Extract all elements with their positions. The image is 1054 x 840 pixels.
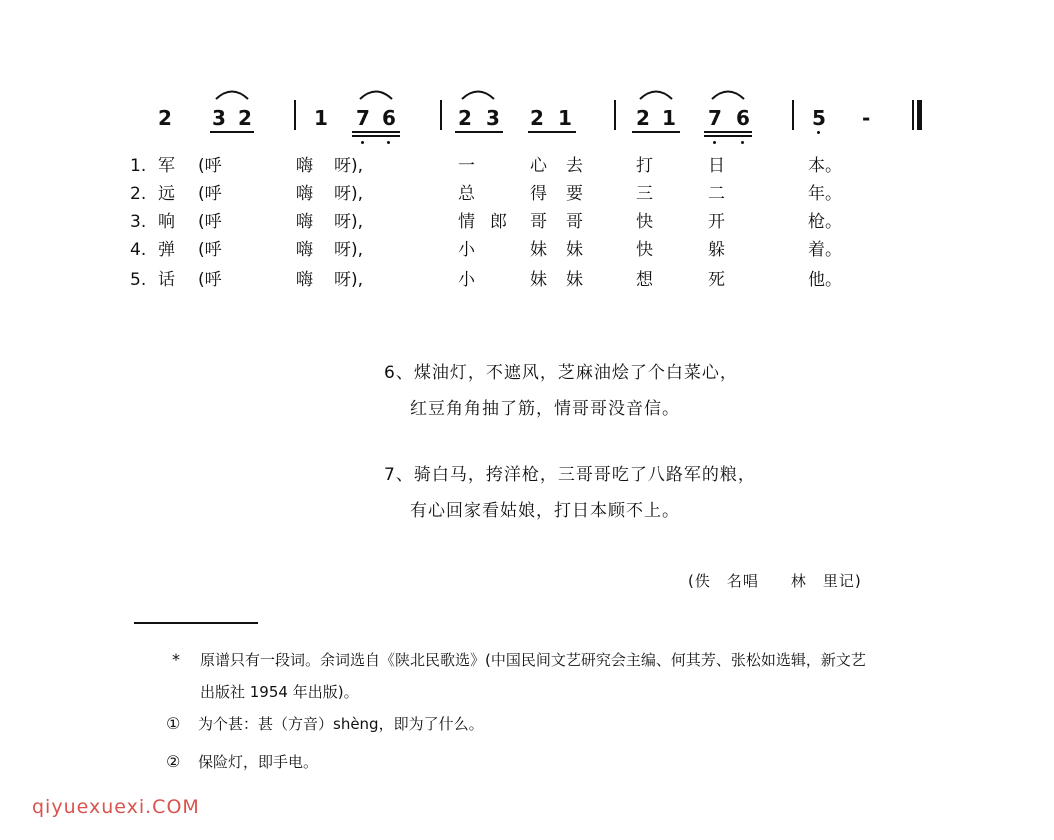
barline: [792, 100, 794, 130]
dash: -: [862, 106, 871, 130]
lyric: (呼: [198, 212, 222, 232]
lyric: 弹: [158, 240, 175, 260]
site-watermark: qiyuexuexi.COM: [32, 796, 200, 818]
beam-underline: [352, 135, 400, 137]
footnote-text: 为个甚：甚（方音）shèng，即为了什么。: [198, 715, 484, 733]
lyric: 死: [708, 270, 725, 290]
note: 5: [812, 106, 826, 130]
lyric: 妹: [530, 240, 547, 260]
verse-number: 2.: [130, 184, 147, 204]
barline: [440, 100, 442, 130]
note: 2: [158, 106, 172, 130]
beam-underline: [632, 131, 680, 133]
note: 3: [486, 106, 500, 130]
lyric: 着。: [808, 240, 842, 260]
lyric: 情: [458, 212, 475, 232]
note: 3: [212, 106, 226, 130]
note: 6: [736, 106, 750, 130]
note: 1: [662, 106, 676, 130]
octave-dot: [741, 141, 744, 144]
lyric: 呀),: [334, 212, 364, 232]
lyric: 去: [566, 156, 583, 176]
lyric: (呼: [198, 270, 222, 290]
lyric: 响: [158, 212, 175, 232]
lyric: 哥: [530, 212, 547, 232]
beam-underline: [352, 131, 400, 133]
lyric: 呀),: [334, 240, 364, 260]
verse-number: 5.: [130, 270, 147, 290]
asterisk-mark: *: [172, 650, 180, 669]
final-barline-thin: [912, 100, 914, 130]
lyric: 话: [158, 270, 175, 290]
lyric: 呀),: [334, 270, 364, 290]
lyric: 总: [458, 184, 475, 204]
lyric: 嗨: [296, 184, 313, 204]
lyric: (呼: [198, 240, 222, 260]
lyric: 日: [708, 156, 725, 176]
octave-dot: [387, 141, 390, 144]
lyric: 打: [636, 156, 653, 176]
lyric: 小: [458, 240, 475, 260]
barline: [614, 100, 616, 130]
lyric: 快: [636, 212, 653, 232]
note: 1: [314, 106, 328, 130]
beam-underline: [704, 135, 752, 137]
beam-underline: [528, 131, 576, 133]
note: 7: [708, 106, 722, 130]
lyric: 年。: [808, 184, 842, 204]
lyric: 三: [636, 184, 653, 204]
beam-underline: [704, 131, 752, 133]
footnote-text: 原谱只有一段词。余词选自《陕北民歌选》(中国民间文艺研究会主编、何其芳、张松如选辑，新文艺: [200, 651, 866, 669]
octave-dot: [817, 131, 820, 134]
lyric: 郎: [490, 212, 507, 232]
barline: [294, 100, 296, 130]
lyric: 心: [530, 156, 547, 176]
verse-line: 6、煤油灯，不遮风，芝麻油烩了个白菜心，: [384, 363, 738, 383]
verse-number: 3.: [130, 212, 147, 232]
footnote-rule: [134, 622, 258, 624]
lyric: 本。: [808, 156, 842, 176]
slur: [358, 88, 394, 100]
footnote-mark-1: ①: [166, 714, 181, 733]
verse-line: 红豆角角抽了筋，情哥哥没音信。: [410, 399, 680, 419]
lyric: 妹: [566, 270, 583, 290]
note: 6: [382, 106, 396, 130]
lyric: 呀),: [334, 184, 364, 204]
lyric: 呀),: [334, 156, 364, 176]
lyric: (呼: [198, 156, 222, 176]
note: 2: [238, 106, 252, 130]
lyric: 快: [636, 240, 653, 260]
verse-line: 7、骑白马，挎洋枪，三哥哥吃了八路军的粮，: [384, 465, 756, 485]
note: 2: [458, 106, 472, 130]
lyric: 想: [636, 270, 653, 290]
lyric: 嗨: [296, 240, 313, 260]
lyric: 小: [458, 270, 475, 290]
lyric: 嗨: [296, 212, 313, 232]
lyric: 二: [708, 184, 725, 204]
lyric: 要: [566, 184, 583, 204]
footnote-text: 保险灯，即手电。: [198, 753, 319, 771]
footnote-text: 出版社 1954 年出版)。: [200, 683, 359, 701]
beam-underline: [210, 131, 254, 133]
octave-dot: [361, 141, 364, 144]
lyric: 哥: [566, 212, 583, 232]
lyric: 他。: [808, 270, 842, 290]
lyric: 得: [530, 184, 547, 204]
note: 1: [558, 106, 572, 130]
lyric: 开: [708, 212, 725, 232]
lyric: 嗨: [296, 156, 313, 176]
lyric: 远: [158, 184, 175, 204]
slur: [710, 88, 746, 100]
lyric: 枪。: [808, 212, 842, 232]
beam-underline: [455, 131, 503, 133]
lyric: 妹: [530, 270, 547, 290]
octave-dot: [713, 141, 716, 144]
note: 2: [636, 106, 650, 130]
lyric: 妹: [566, 240, 583, 260]
lyric: 躲: [708, 240, 725, 260]
lyric: 军: [158, 156, 175, 176]
slur: [214, 88, 250, 100]
verse-number: 1.: [130, 156, 147, 176]
lyric: 嗨: [296, 270, 313, 290]
slur: [460, 88, 496, 100]
note: 7: [356, 106, 370, 130]
credit-line: (佚 名唱 林 里记): [688, 572, 862, 590]
lyric: 一: [458, 156, 475, 176]
note: 2: [530, 106, 544, 130]
footnote-mark-2: ②: [166, 752, 181, 771]
verse-number: 4.: [130, 240, 147, 260]
slur: [638, 88, 674, 100]
verse-line: 有心回家看姑娘，打日本顾不上。: [410, 501, 680, 521]
lyric: (呼: [198, 184, 222, 204]
final-barline-thick: [917, 100, 922, 130]
